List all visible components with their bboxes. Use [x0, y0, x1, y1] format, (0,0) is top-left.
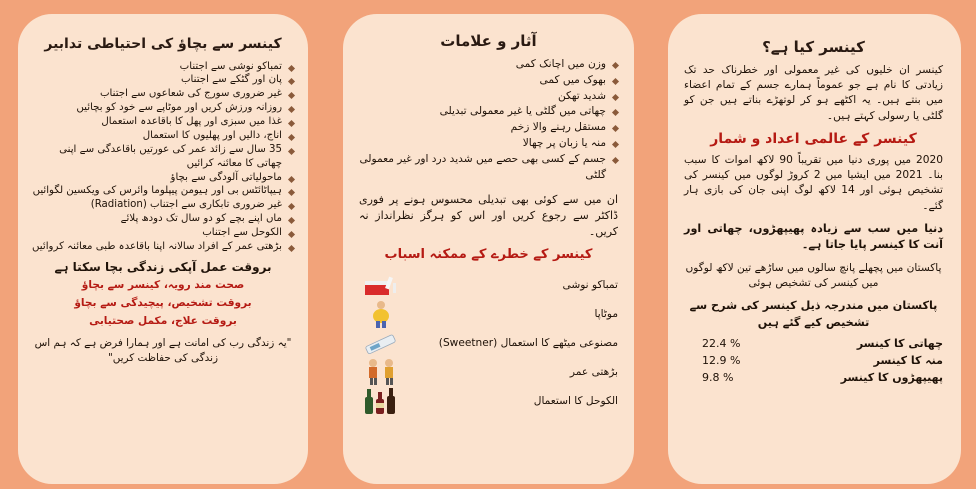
panel-prevention	[18, 14, 308, 484]
stat-label: منہ کا کینسر	[873, 353, 943, 367]
cause-label: موٹاپا	[594, 308, 618, 321]
list-item: منہ یا زبان پر چھالا	[359, 136, 618, 152]
list-item: بھوک میں کمی	[359, 73, 618, 89]
cause-label: تمباکو نوشی	[562, 279, 618, 292]
early-line: بروقت تشخیص، پیچیدگی سے بچاؤ	[74, 296, 252, 309]
world-stats-paragraph: 2020 میں پوری دنیا میں تقریباً 90 لاکھ اموات کا سبب بنا۔ 2021 میں ایشیا میں 2 کروڑ لوگوں میں کینسر کی تشخیص ہوئی اور 14 لاکھ لوگ اپنی جان کی بازی ہار گئے۔	[684, 153, 944, 212]
closing-quote: "یہ زندگی رب کی امانت ہے اور ہمارا فرض ہے کہ ہم اس زندگی کی حفاظت کریں"	[34, 336, 292, 365]
list-item: بڑھتی عمر کے افراد سالانہ اپنا باقاعدہ طبی معائنہ کروائیں	[32, 240, 294, 254]
common-cancers-paragraph: دنیا میں سب سے زیادہ پھیپھڑوں، چھاتی اور آنت کا کینسر پایا جاتا ہے۔	[684, 222, 943, 252]
obesity-icon	[359, 301, 403, 328]
list-item: پان اور گٹکے سے اجتناب	[32, 73, 294, 87]
list-item: وزن میں اچانک کمی	[359, 57, 618, 73]
cause-row	[359, 271, 618, 300]
stat-row	[684, 352, 943, 369]
list-item: تمباکو نوشی سے اجتناب	[32, 60, 294, 74]
alcohol-icon	[359, 388, 403, 415]
list-item: شدید تھکن	[359, 89, 618, 105]
stats-title: کینسر کے عالمی اعداد و شمار	[710, 131, 917, 148]
list-item: غیر ضروری سورج کی شعاعوں سے اجتناب	[32, 87, 294, 101]
stat-label: چھاتی کا کینسر	[856, 336, 943, 350]
causes-title: کینسر کے خطرے کے ممکنہ اسباب	[384, 246, 593, 262]
stat-value: 12.9 %	[702, 353, 741, 367]
list-item: ماحولیاتی آلودگی سے بچاؤ	[32, 171, 294, 185]
list-item: الکوحل سے اجتناب	[32, 226, 294, 240]
panel-title: آثار و علامات	[440, 32, 537, 50]
cause-row	[359, 329, 618, 358]
list-item: 35 سال سے زائد عمر کی عورتیں باقاعدگی سے اپنی چھاتی کا معائنہ کرائیں	[32, 143, 294, 171]
pakistan-paragraph: پاکستان میں پچھلے پانچ سالوں میں ساڑھے تین لاکھ لوگوں میں کینسر کی تشخیص ہوئی	[685, 261, 942, 289]
sweetener-icon	[359, 330, 403, 357]
stat-label: پھیپھڑوں کا کینسر	[840, 370, 943, 384]
panel-title: کینسر سے بچاؤ کی احتیاطی تدابیر	[44, 36, 282, 52]
stat-row	[684, 369, 943, 386]
panel-title: کینسر کیا ہے؟	[762, 38, 865, 56]
cigarette-icon	[359, 272, 403, 299]
list-item: غیر ضروری تابکاری سے اجتناب (Radiation)	[32, 198, 294, 212]
list-item: ماں اپنے بچے کو دو سال تک دودھ پلائے	[32, 212, 294, 226]
list-item: اناج، دالیں اور پھلیوں کا استعمال	[32, 129, 294, 143]
stat-row	[684, 335, 943, 352]
list-item: چھاتی میں گلٹی یا غیر معمولی تبدیلی	[359, 104, 618, 120]
early-line: بروقت علاج، مکمل صحتیابی	[89, 314, 237, 327]
cause-row	[359, 387, 618, 416]
cause-label: بڑھتی عمر	[569, 366, 618, 379]
cause-label: مصنوعی میٹھے کا استعمال (Sweetner)	[438, 337, 618, 350]
panel-symptoms	[343, 14, 634, 484]
list-item: ہیپاٹائٹس بی اور ہیومن پیپلوما وائرس کی ویکسین لگوائیں	[32, 184, 294, 198]
stat-value: 9.8 %	[702, 370, 734, 384]
cause-label: الکوحل کا استعمال	[533, 395, 618, 408]
symptom-note: ان میں سے کوئی بھی تبدیلی محسوس ہونے پر فوری ڈاکٹر سے رجوع کریں اور اس کو ہرگز نظرانداز نہ کریں۔	[359, 192, 618, 238]
list-item: غذا میں سبزی اور پھل کا باقاعدہ استعمال	[32, 115, 294, 129]
panel-what-is-cancer	[668, 14, 961, 484]
list-item: روزانہ ورزش کریں اور موٹاپے سے خود کو بچائیں	[32, 101, 294, 115]
list-item: جسم کے کسی بھی حصے میں شدید درد اور غیر معمولی گلٹی	[359, 152, 618, 184]
early-action-title: بروقت عمل آپکی زندگی بچا سکتا ہے	[54, 259, 272, 274]
intro-paragraph: کینسر ان خلیوں کی غیر معمولی اور خطرناک حد تک زیادتی کا نام ہے جو عموماً ہمارے جسم کے تمام اعضاء میں بنتے ہیں۔ یہ اکٹھے ہو کر لوتھڑے بناتے ہیں جن کو گلٹی یا رسولی کہتے ہیں۔	[684, 63, 943, 122]
cause-row	[359, 358, 618, 387]
symptom-list	[359, 57, 618, 184]
list-item: مستقل رہنے والا زخم	[359, 120, 618, 136]
stat-value: 22.4 %	[702, 336, 741, 350]
tips-list	[32, 60, 294, 254]
early-line: صحت مند رویہ، کینسر سے بچاؤ	[81, 278, 245, 291]
pakistan-rates-paragraph: پاکستان میں مندرجہ ذیل کینسر کی شرح سے تشخیص کیے گئے ہیں	[689, 299, 938, 329]
cause-row	[359, 300, 618, 329]
stats-list	[684, 335, 943, 386]
elderly-icon	[359, 359, 403, 386]
